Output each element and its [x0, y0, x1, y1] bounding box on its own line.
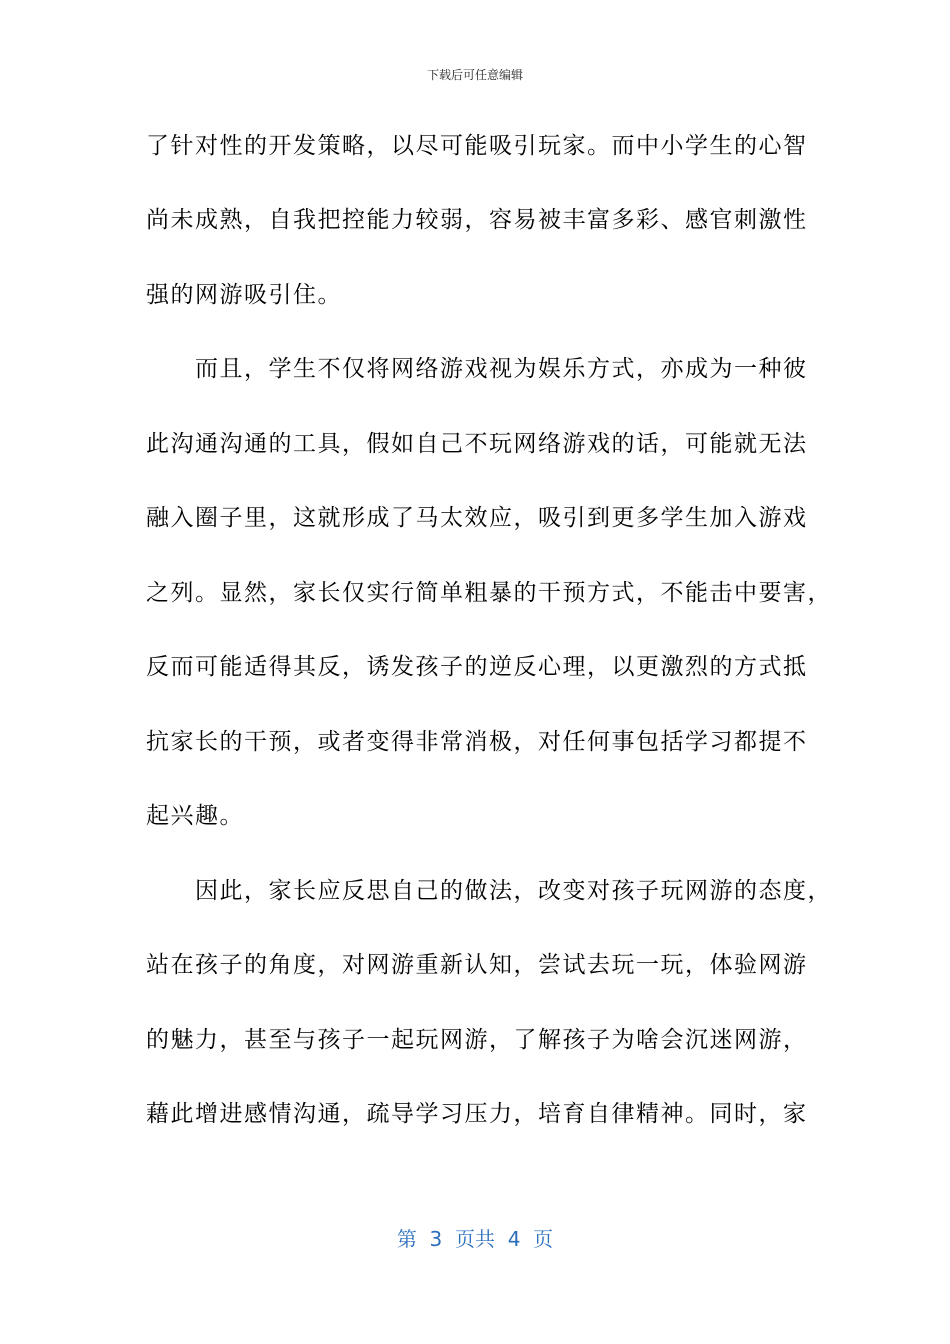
body-line: 起兴趣。: [146, 803, 244, 829]
page-number-footer: 第 3 页共 4 页: [396, 1227, 554, 1251]
body-line: 反而可能适得其反，诱发孩子的逆反心理，以更激烈的方式抵: [146, 654, 808, 680]
body-line: 强的网游吸引住。: [146, 282, 342, 308]
body-line: 之列。显然，家长仅实行简单粗暴的干预方式，不能击中要害，: [146, 580, 832, 606]
body-line: 此沟通沟通的工具，假如自己不玩网络游戏的话，可能就无法: [146, 431, 808, 457]
body-line: 尚未成熟，自我把控能力较弱，容易被丰富多彩、感官刺激性: [146, 207, 808, 233]
body-line: 而且，学生不仅将网络游戏视为娱乐方式，亦成为一种彼: [146, 356, 808, 382]
body-line: 因此，家长应反思自己的做法，改变对孩子玩网游的态度，: [146, 878, 832, 904]
body-line: 了针对性的开发策略，以尽可能吸引玩家。而中小学生的心智: [146, 133, 808, 159]
body-line: 融入圈子里，这就形成了马太效应，吸引到更多学生加入游戏: [146, 505, 808, 531]
body-line: 藉此增进感情沟通，疏导学习压力，培育自律精神。同时，家: [146, 1101, 808, 1127]
header-note: 下载后可任意编辑: [426, 68, 523, 82]
body-line: 的魅力，甚至与孩子一起玩网游，了解孩子为啥会沉迷网游，: [146, 1027, 808, 1053]
body-line: 站在孩子的角度，对网游重新认知，尝试去玩一玩，体验网游: [146, 952, 808, 978]
body-line: 抗家长的干预，或者变得非常消极，对任何事包括学习都提不: [146, 729, 808, 755]
